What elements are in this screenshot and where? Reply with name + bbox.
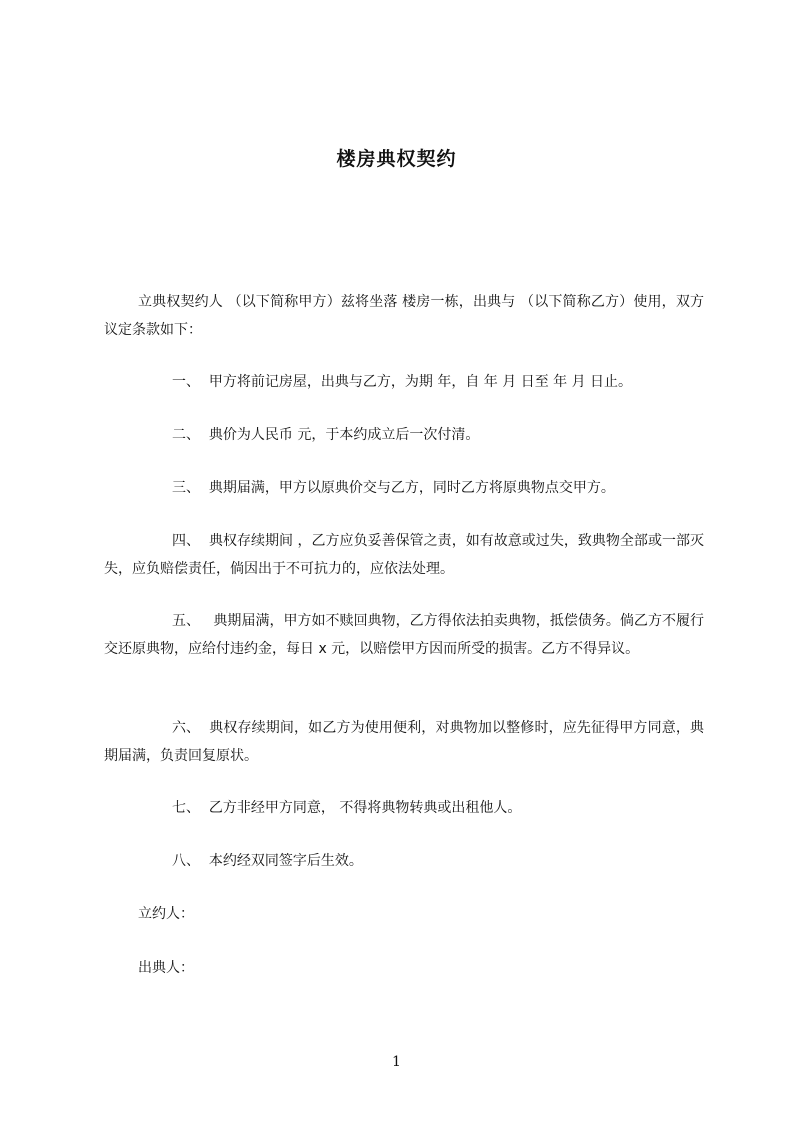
signature-mortgagor-label: 出典人： xyxy=(138,960,194,976)
clause-6-text: 典权存续期间，如乙方为使用便利，对典物加以整修时，应先征得甲方同意，典期届满，负责回复原状。 xyxy=(104,720,704,764)
clause-7 xyxy=(104,794,704,822)
clause-5-text: 典期届满，甲方如不赎回典物，乙方得依法拍卖典物，抵偿债务。倘乙方不履行交还原典物，应给付违约金，每日 x 元，以赔偿甲方因而所受的损害。乙方不得异议。 xyxy=(104,613,704,657)
clause-2-text: 典价为人民币 元，于本约成立后一次付清。 xyxy=(208,427,480,443)
clause-8-number: 八、 xyxy=(172,853,200,869)
clause-2-number: 二、 xyxy=(172,427,200,443)
clause-8 xyxy=(104,847,704,875)
clause-7-text: 乙方非经甲方同意， 不得将典物转典或出租他人。 xyxy=(208,800,522,816)
clause-7-number: 七、 xyxy=(172,800,200,816)
signature-party-label: 立约人： xyxy=(138,906,194,922)
clause-1-text: 甲方将前记房屋，出典与乙方，为期 年，自 年 月 日至 年 月 日止。 xyxy=(208,374,633,390)
intro-paragraph: 立典权契约人 （以下简称甲方）兹将坐落 楼房一栋，出典与 （以下简称乙方）使用，双方议定条款如下： xyxy=(104,294,704,338)
clause-2 xyxy=(104,421,704,449)
clause-8-text: 本约经双同签字后生效。 xyxy=(208,853,363,869)
clause-1-number: 一、 xyxy=(172,374,200,390)
clause-6-number: 六、 xyxy=(172,720,200,736)
document-title: 楼房典权契约 xyxy=(336,148,457,170)
clause-6 xyxy=(104,714,704,770)
page-number: 1 xyxy=(392,1054,401,1070)
clause-3-text: 典期届满，甲方以原典价交与乙方，同时乙方将原典物点交甲方。 xyxy=(208,480,615,496)
clause-1 xyxy=(104,368,704,396)
clause-5-number: 五、 xyxy=(172,613,200,629)
clause-4 xyxy=(104,527,704,583)
clause-5 xyxy=(104,607,704,663)
clause-4-text: 典权存续期间 ，乙方应负妥善保管之责，如有故意或过失，致典物全部或一部灭失，应负赔偿责任，倘因出于不可抗力的，应依法处理。 xyxy=(104,533,704,577)
clause-4-number: 四、 xyxy=(172,533,200,549)
clause-3 xyxy=(104,474,704,502)
clause-3-number: 三、 xyxy=(172,480,200,496)
